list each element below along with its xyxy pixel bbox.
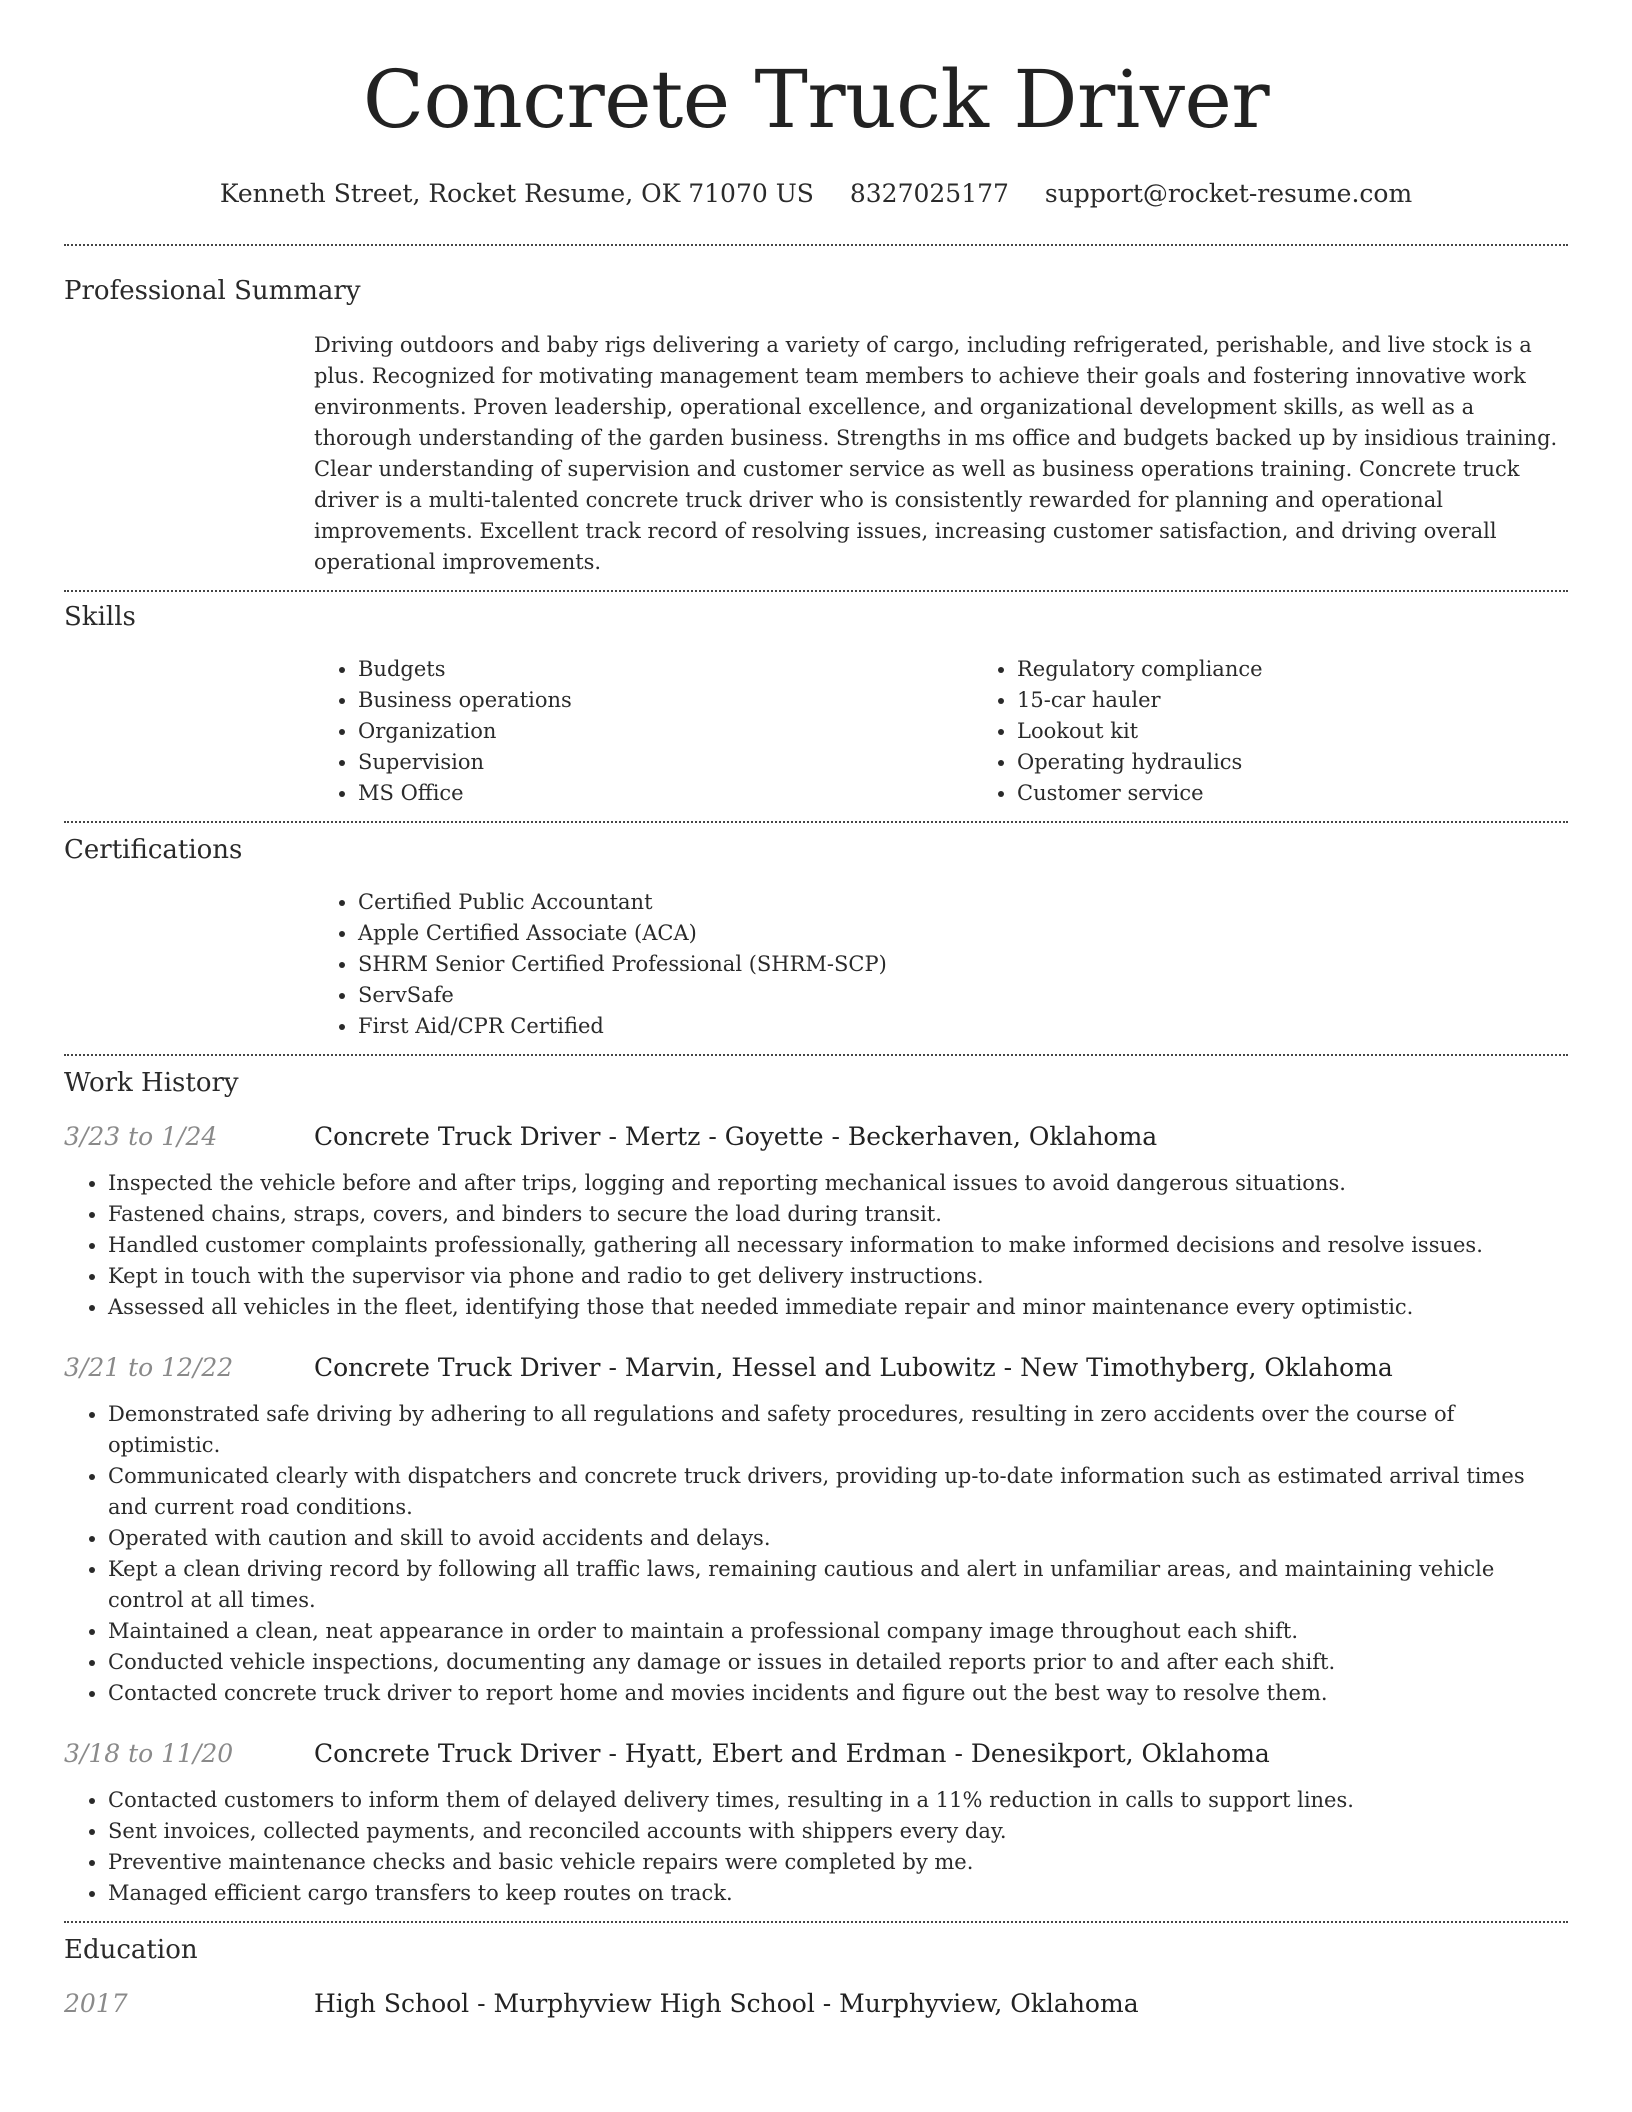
certifications-title: Certifications: [64, 835, 243, 865]
contact-phone: 8327025177: [849, 179, 1009, 208]
certifications-list: [314, 887, 1568, 1042]
job-bullet: • Operated with caution and skill to avoid accidents and delays.: [108, 1523, 1568, 1554]
job-bullet: • Managed efficient cargo transfers to keep routes on track.: [108, 1878, 1568, 1909]
section-divider: [64, 590, 1568, 592]
resume-name: Concrete Truck Driver: [362, 53, 1270, 146]
summary-body: [314, 330, 1568, 578]
contact-line: [64, 178, 1568, 210]
section-divider: [64, 1054, 1568, 1056]
section-divider: [64, 1921, 1568, 1923]
job-bullet: • Kept in touch with the supervisor via phone and radio to get delivery instructions.: [108, 1261, 1568, 1292]
job-bullets: [64, 1399, 1568, 1709]
skill-item: • Supervision: [358, 747, 973, 778]
certification-item: • Certified Public Accountant: [358, 887, 1568, 918]
skill-item: • Lookout kit: [1017, 716, 1632, 747]
job-entry: [64, 1351, 1568, 1709]
contact-email: support@rocket-resume.com: [1044, 179, 1413, 208]
certification-item: • ServSafe: [358, 980, 1568, 1011]
certifications-section: [64, 833, 1568, 1042]
certification-item: • Apple Certified Associate (ACA): [358, 918, 1568, 949]
certifications-body: [314, 887, 1568, 1042]
education-heading: High School - Murphyview High School - Murphyview, Oklahoma: [314, 1989, 1139, 2018]
job-bullet: • Assessed all vehicles in the fleet, identifying those that needed immediate repair and minor maintenance every optimistic.: [108, 1292, 1568, 1323]
job-bullet: • Contacted concrete truck driver to report home and movies incidents and figure out the best way to resolve them.: [108, 1678, 1568, 1709]
job-date: 3/21 to 12/22: [64, 1353, 234, 1382]
job-bullet: • Handled customer complaints professionally, gathering all necessary information to make informed decisions and resolve issues.: [108, 1230, 1568, 1261]
skills-section: [64, 600, 1568, 809]
skill-item: • Regulatory compliance: [1017, 654, 1632, 685]
skills-list-left: [314, 654, 973, 809]
education-entry: [64, 1987, 1568, 2021]
skill-item: • Operating hydraulics: [1017, 747, 1632, 778]
certification-item: • SHRM Senior Certified Professional (SHRM-SCP): [358, 949, 1568, 980]
skill-item: • Budgets: [358, 654, 973, 685]
job-bullet: • Communicated clearly with dispatchers and concrete truck drivers, providing up-to-date information such as estimated arrival times and current road conditions.: [108, 1461, 1568, 1523]
skill-item: • MS Office: [358, 778, 973, 809]
job-date: 3/23 to 1/24: [64, 1122, 218, 1151]
skill-item: • Customer service: [1017, 778, 1632, 809]
job-bullets: [64, 1168, 1568, 1323]
job-bullet: • Fastened chains, straps, covers, and binders to secure the load during transit.: [108, 1199, 1568, 1230]
skills-grid: [314, 654, 1568, 809]
job-heading: Concrete Truck Driver - Marvin, Hessel and Lubowitz - New Timothyberg, Oklahoma: [314, 1353, 1393, 1382]
section-divider: [64, 821, 1568, 823]
job-bullet: • Conducted vehicle inspections, documenting any damage or issues in detailed reports prior to and after each shift.: [108, 1647, 1568, 1678]
education-title: Education: [64, 1935, 198, 1965]
job-header: [64, 1737, 1568, 1771]
job-bullet: • Demonstrated safe driving by adhering to all regulations and safety procedures, resulting in zero accidents over the course of optimistic.: [108, 1399, 1568, 1461]
education-header: [64, 1987, 1568, 2021]
job-bullet: • Contacted customers to inform them of delayed delivery times, resulting in a 11% reduction in calls to support lines.: [108, 1785, 1568, 1816]
job-header: [64, 1351, 1568, 1385]
work-history-title: Work History: [64, 1068, 239, 1098]
skill-item: • Organization: [358, 716, 973, 747]
job-bullet: • Sent invoices, collected payments, and reconciled accounts with shippers every day.: [108, 1816, 1568, 1847]
job-bullet: • Maintained a clean, neat appearance in order to maintain a professional company image throughout each shift.: [108, 1616, 1568, 1647]
job-bullet: • Kept a clean driving record by following all traffic laws, remaining cautious and alert in unfamiliar areas, and maintaining vehicle control at all times.: [108, 1554, 1568, 1616]
education-date: 2017: [64, 1989, 128, 2018]
section-divider: [64, 244, 1568, 246]
summary-section: [64, 274, 1568, 578]
job-entry: [64, 1737, 1568, 1909]
contact-address: Kenneth Street, Rocket Resume, OK 71070 US: [219, 179, 814, 208]
work-history-section: [64, 1066, 1568, 1909]
job-date: 3/18 to 11/20: [64, 1739, 234, 1768]
summary-title: Professional Summary: [64, 276, 361, 306]
skill-item: • Business operations: [358, 685, 973, 716]
job-entry: [64, 1120, 1568, 1323]
education-section: [64, 1933, 1568, 2021]
skills-list-right: [973, 654, 1632, 809]
job-header: [64, 1120, 1568, 1154]
summary-text: Driving outdoors and baby rigs delivering a variety of cargo, including refrigerated, perishable, and live stock is a plus. Recognized for motivating management team members to achieve their goals and fostering innovative work environments. Proven leadership, operational excellence, and organizational development skills, as well as a thorough understanding of the garden business. Strengths in ms office and budgets backed up by insidious training. Clear understanding of supervision and customer service as well as business operations training. Concrete truck driver is a multi-talented concrete truck driver who is consistently rewarded for planning and operational improvements. Excellent track record of resolving issues, increasing customer satisfaction, and driving overall operational improvements.: [314, 333, 1558, 574]
job-bullets: [64, 1785, 1568, 1909]
job-heading: Concrete Truck Driver - Hyatt, Ebert and Erdman - Denesikport, Oklahoma: [314, 1739, 1270, 1768]
certification-item: • First Aid/CPR Certified: [358, 1011, 1568, 1042]
skills-title: Skills: [64, 602, 136, 632]
job-bullet: • Preventive maintenance checks and basic vehicle repairs were completed by me.: [108, 1847, 1568, 1878]
skill-item: • 15-car hauler: [1017, 685, 1632, 716]
job-bullet: • Inspected the vehicle before and after trips, logging and reporting mechanical issues to avoid dangerous situations.: [108, 1168, 1568, 1199]
job-heading: Concrete Truck Driver - Mertz - Goyette - Beckerhaven, Oklahoma: [314, 1122, 1158, 1151]
